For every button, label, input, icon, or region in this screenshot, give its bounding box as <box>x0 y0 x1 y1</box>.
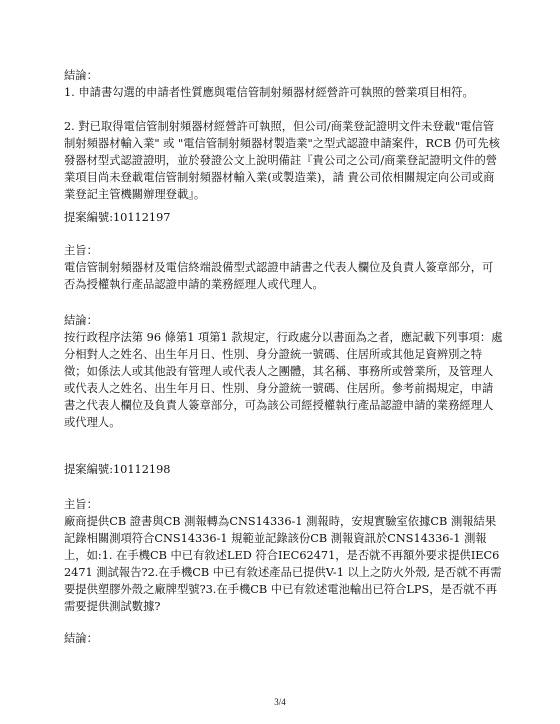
subject-text: 廠商提供CB 證書與CB 測報轉為CNS14336-1 測報時，安規實驗室依據CB 測報結果記錄相關測項符合CNS14336-1 規範並記錄該份CB 測報資訊於CNS14336-1 測報上，如:1. 在手機CB 中已有敘述LED 符合IEC62471，是否就不再額外要求提供IEC62471 測試報告?2.在手機CB 中已有敘述產品已提供V-1 以上之防火外殼, 是否就不再需要提供塑膠外殼之廠牌型號?3.在手機CB 中已有敘述電池輸出已符合LPS，是否就不再需要提供測試數據? <box>64 515 502 613</box>
proposal-number: 提案編號:10112197 <box>64 211 171 224</box>
conclusion-text: 按行政程序法第 96 條第1 項第1 款規定，行政處分以書面為之者，應記載下列事項：處分相對人之姓名、出生年月日、性別、身分證統一號碼、住居所或其他足資辨別之特徵；如係法人或其他設有管理人或代表人之團體，其名稱、事務所或營業所，及管理人或代表人之姓名、出生年月日、性別、身分證統一號碼、住居所。參考前揭規定，申請書之代表人欄位及負責人簽章部分，可為該公司經授權執行產品認證申請的業務經理人或代理人。 <box>64 331 503 429</box>
conclusion-label: 結論： <box>64 632 98 645</box>
conclusion-text: 2. 對已取得電信管制射頻器材經營許可執照，但公司/商業登記證明文件未登載"電信管制射頻器材輸入業" 或 "電信管制射頻器材製造業"之型式認證申請案件，RCB 仍可先核發器材型式認證證明，並於發證公文上說明備註『貴公司之公司/商業登記證明文件的營業項目尚未登載電信管制射頻器材輸入業(或製造業)，請 貴公司依相關規定向公司或商業登記主管機關辦理登載』。 <box>64 120 500 201</box>
subject-label: 主旨： <box>64 498 98 511</box>
subject-text: 電信管制射頻器材及電信終端設備型式認證申請書之代表人欄位及負責人簽章部分，可否為授權執行產品認證申請的業務經理人或代理人。 <box>64 261 494 291</box>
subject-label: 主旨： <box>64 244 98 257</box>
conclusion-label: 結論： <box>64 314 98 327</box>
conclusion-text: 1. 申請書勾選的申請者性質應與電信管制射頻器材經營許可執照的營業項目相符。 <box>64 86 474 99</box>
page-number: 3/4 <box>274 697 286 707</box>
proposal-number: 提案編號:10112198 <box>64 463 171 476</box>
conclusion-label: 結論： <box>64 69 98 82</box>
